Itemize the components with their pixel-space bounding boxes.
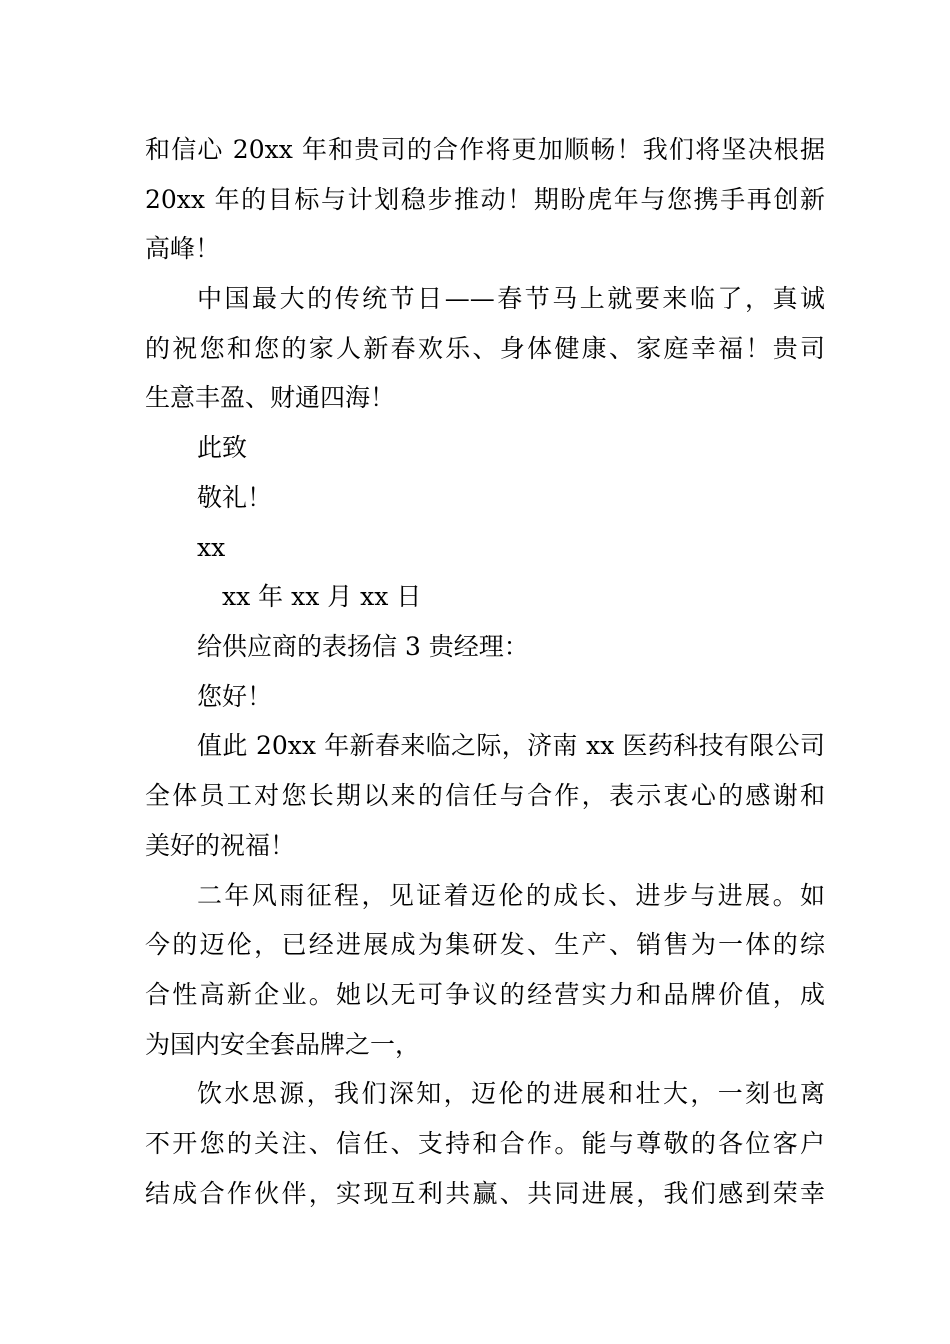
letter-heading: 给供应商的表扬信 3 贵经理： xyxy=(197,632,529,661)
closing-salutation: 此致 xyxy=(197,433,248,462)
text-line: 美好的祝福！ xyxy=(145,831,296,860)
text-line: 值此 20xx 年新春来临之际，济南 xx 医药科技有限公司 xyxy=(197,731,825,760)
text-line: 今的迈伦，已经进展成为集研发、生产、销售为一体的综 xyxy=(145,930,825,959)
text-line: 结成合作伙伴，实现互利共赢、共同进展，我们感到荣幸 xyxy=(145,1179,825,1208)
text-line: 饮水思源，我们深知，迈伦的进展和壮大，一刻也离 xyxy=(197,1079,825,1108)
text-line: 为国内安全套品牌之一， xyxy=(145,1030,421,1059)
text-line: 二年风雨征程，见证着迈伦的成长、进步与进展。如 xyxy=(197,881,825,910)
closing-regards: 敬礼！ xyxy=(197,483,273,512)
text-line: 中国最大的传统节日——春节马上就要来临了，真诚 xyxy=(197,284,825,313)
text-line: 的祝您和您的家人新春欢乐、身体健康、家庭幸福！贵司 xyxy=(145,334,825,363)
text-line: 生意丰盈、财通四海！ xyxy=(145,383,396,412)
signature-name: xx xyxy=(197,533,226,562)
text-line: 不开您的关注、信任、支持和合作。能与尊敬的各位客户 xyxy=(145,1129,825,1158)
text-line: 全体员工对您长期以来的信任与合作，表示衷心的感谢和 xyxy=(145,781,825,810)
text-line: 和信心 20xx 年和贵司的合作将更加顺畅！我们将坚决根据 xyxy=(145,135,825,164)
text-line: 合性高新企业。她以无可争议的经营实力和品牌价值，成 xyxy=(145,980,825,1009)
text-line: 高峰！ xyxy=(145,234,221,263)
text-line: 20xx 年的目标与计划稳步推动！期盼虎年与您携手再创新 xyxy=(145,185,825,214)
signature-date: xx 年 xx 月 xx 日 xyxy=(222,582,422,611)
greeting: 您好！ xyxy=(197,682,273,711)
